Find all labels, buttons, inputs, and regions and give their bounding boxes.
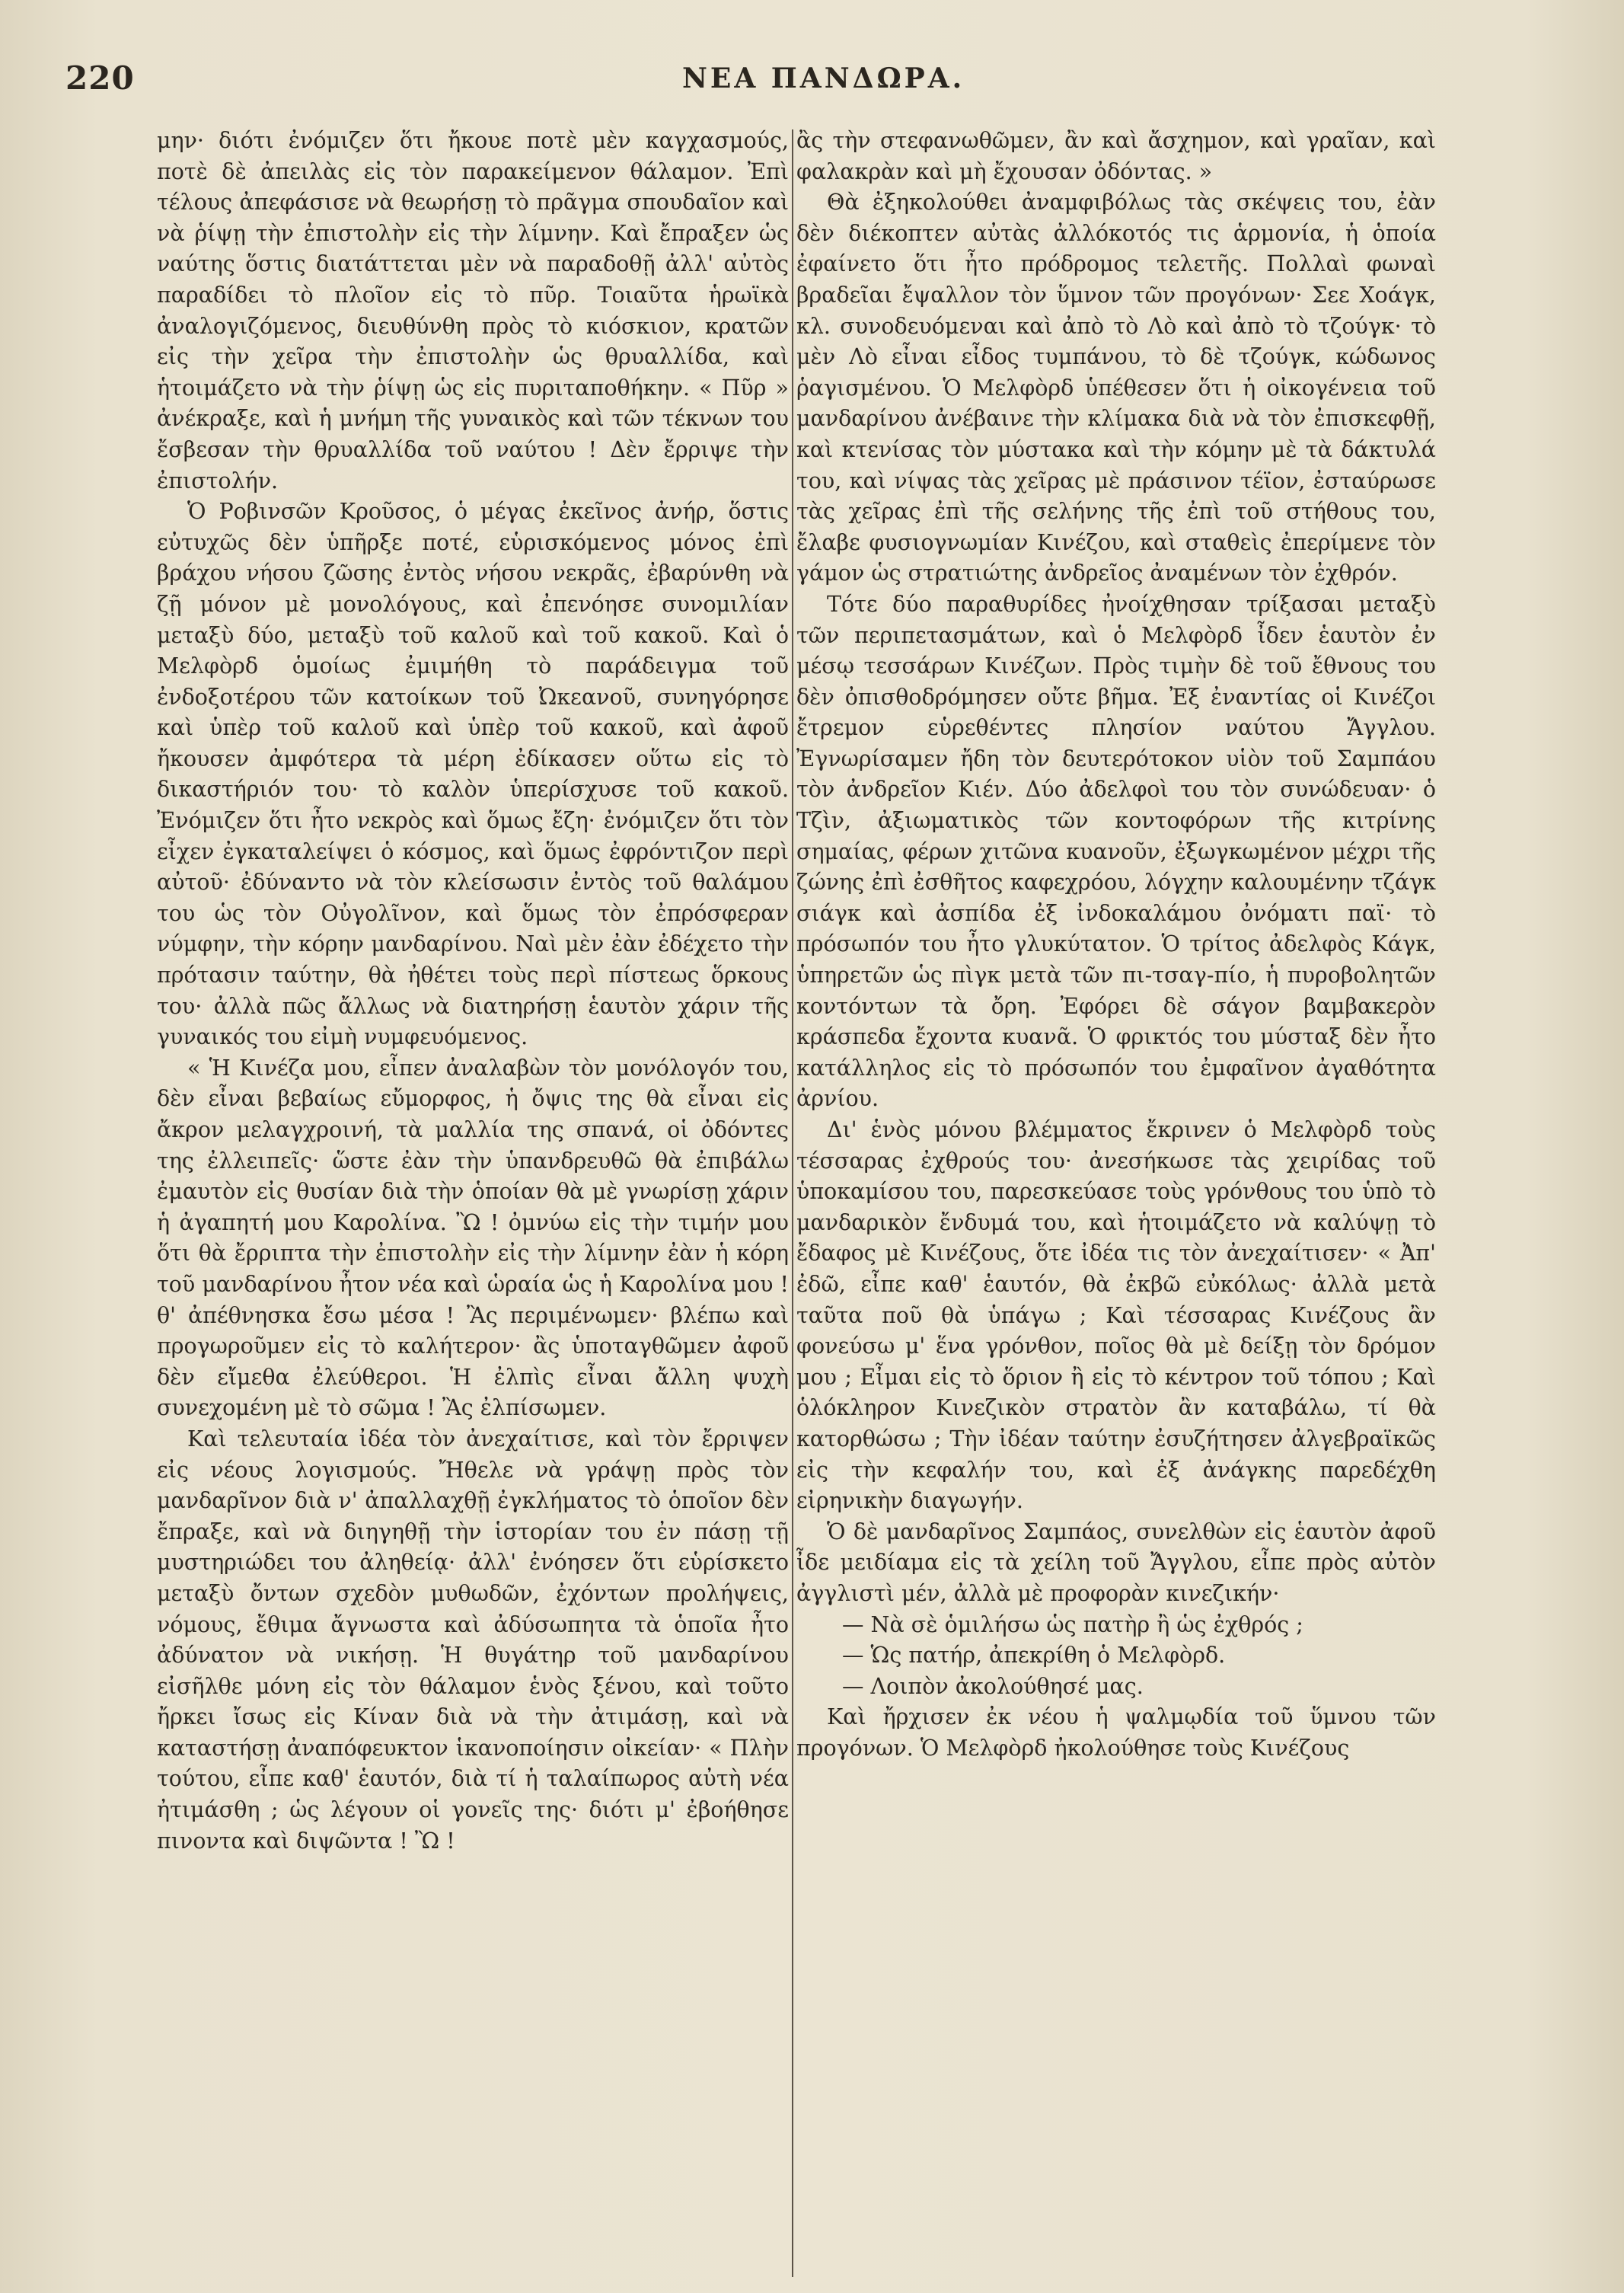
paragraph: Καὶ ἤρχισεν ἐκ νέου ἡ ψαλμῳδία τοῦ ὕμνου τῶν προγόνων. Ὁ Μελφὸρδ ἠκολούθησε τοὺς Κινέζους — [796, 1704, 1436, 1761]
paragraph: Τότε δύο παραθυρίδες ἠνοίχθησαν τρίξασαι μεταξὺ τῶν περιπετασμάτων, καὶ ὁ Μελφὸρδ ἶδεν ἑαυτὸν ἐν μέσῳ τεσσάρων Κινέζων. Πρὸς τιμὴν δὲ τοῦ ἔθνους του δὲν ὀπισθοδρόμησεν οὔτε βῆμα. Ἐξ ἐναντίας οἱ Κινέζοι ἔτρεμον εὑρεθέντες πλησίον ναύτου Ἄγγλου. Ἐγνωρίσαμεν ἤδη τὸν δευτερότοκον υἱὸν τοῦ Σαμπάου τὸν ἀνδρεῖον Κιέν. Δύο ἀδελφοὶ του τὸν συνώδευαν· ὁ Τζὶν, ἀξιωματικὸς τῶν κοντοφόρων τῆς κιτρίνης σημαίας, φέρων χιτῶνα κυανοῦν, ἐξωγκωμένον μέχρι τῆς ζώνης ἐπὶ ἐσθῆτος καφεχρόου, λόγχην καλουμένην τζάγκ σιάγκ καὶ ἀσπίδα ἐξ ἰνδοκαλάμου ὀνόματι παϊ· τὸ πρόσωπόν του ἦτο γλυκύτατον. Ὁ τρίτος ἀδελφὸς Κάγκ, ὑπηρετῶν ὡς πὶγκ μετὰ τῶν πι-τσαγ-πίο, ἡ πυροβολητῶν κοντόντων τὰ ὄρη. Ἐφόρει δὲ σάγον βαμβακερὸν κράσπεδα ἔχοντα κυανᾶ. Ὁ φρικτός του μύσταξ δὲν ἦτο κατάλληλος εἰς τὸ πρόσωπόν του ἐμφαῖνον ἀγαθότητα ἀρνίου. — [796, 591, 1436, 1112]
dialogue-line: — Ὡς πατήρ, ἀπεκρίθη ὁ Μελφὸρδ. — [842, 1643, 1226, 1669]
paragraph: Ὁ δὲ μανδαρῖνος Σαμπάος, συνελθὼν εἰς ἑαυτὸν ἀφοῦ ἶδε μειδίαμα εἰς τὰ χείλη τοῦ Ἄγγλου, εἶπε πρὸς αὐτὸν ἀγγλιστὶ μέν, ἀλλὰ μὲ προφορὰν κινεζικήν· — [796, 1519, 1436, 1606]
paragraph: Ὁ Ροβινσῶν Κροῦσος, ὁ μέγας ἐκεῖνος ἀνήρ, ὅστις εὐτυχῶς δὲν ὑπῆρξε ποτέ, εὑρισκόμενος μόνος ἐπὶ βράχου νήσου ζῶσης ἐντὸς νήσου νεκρᾶς, ἐβαρύνθη νὰ ζῇ μόνον μὲ μονολόγους, καὶ ἐπενόησε συνομιλίαν μεταξὺ δύο, μεταξὺ τοῦ καλοῦ καὶ τοῦ κακοῦ. Καὶ ὁ Μελφὸρδ ὁμοίως ἐμιμήθη τὸ παράδειγμα τοῦ ἐνδοξοτέρου τῶν κατοίκων τοῦ Ὠκεανοῦ, συνηγόρησε καὶ ὑπὲρ τοῦ καλοῦ καὶ ὑπὲρ τοῦ κακοῦ, καὶ ἀφοῦ ἤκουσεν ἀμφότερα τὰ μέρη ἐδίκασεν οὕτω εἰς τὸ δικαστήριόν του· τὸ καλὸν ὑπερίσχυσε τοῦ κακοῦ. Ἐνόμιζεν ὅτι ἦτο νεκρὸς καὶ ὅμως ἔζη· ἐνόμιζεν ὅτι τὸν εἶχεν ἐγκαταλείψει ὁ κόσμος, καὶ ὅμως ἐφρόντιζον περὶ αὐτοῦ· ἐδύναντο νὰ τὸν κλείσωσιν ἐντὸς τοῦ θαλάμου του ὡς τὸν Οὐγολῖνον, καὶ ὅμως τὸν ἐπρόσφεραν νύμφην, τὴν κόρην μανδαρίνου. Ναὶ μὲν ἐὰν ἐδέχετο τὴν πρότασιν ταύτην, θὰ ἠθέτει τοὺς περὶ πίστεως ὅρκους του· ἀλλὰ πῶς ἄλλως νὰ διατηρήσῃ ἑαυτὸν χάριν τῆς γυναικός του εἰμὴ νυμφευόμενος. — [157, 499, 789, 1050]
paragraph: « Ἡ Κινέζα μου, εἶπεν ἀναλαβὼν τὸν μονόλογόν του, δὲν εἶναι βεβαίως εὔμορφος, ἡ ὄψις της θὰ εἶναι εἰς ἄκρον μελαγχροινή, τὰ μαλλία της σπανά, οἱ ὀδόντες της ἐλλειπεῖς· ὥστε ἐὰν τὴν ὑπανδρευθῶ θὰ ἐπιβάλω ἐμαυτὸν εἰς θυσίαν διὰ τὴν ὁποίαν θὰ μὲ γνωρίσῃ χάριν ἡ ἀγαπητή μου Καρολίνα. Ὢ ! ὀμνύω εἰς τὴν τιμήν μου ὅτι θὰ ἔρριπτα τὴν ἐπιστολὴν εἰς τὴν λίμνην ἐὰν ἡ κόρη τοῦ μανδαρίνου ἦτον νέα καὶ ὡραία ὡς ἡ Καρολίνα μου ! θ' ἀπέθνησκα ἔσω μέσα ! Ἂς περιμένωμεν· βλέπω καὶ προγωροῦμεν εἰς τὸ καλήτερον· ἂς ὑποταγθῶμεν ἀφοῦ δὲν εἴμεθα ἐλεύθεροι. Ἡ ἐλπὶς εἶναι ἄλλη ψυχὴ συνεχομένη μὲ τὸ σῶμα ! Ἂς ἐλπίσωμεν. — [157, 1055, 789, 1421]
right-column — [796, 126, 1436, 1764]
dialogue-line: — Λοιπὸν ἀκολούθησέ μας. — [842, 1673, 1144, 1699]
paragraph: μην· διότι ἐνόμιζεν ὅτι ἤκουε ποτὲ μὲν καγχασμούς, ποτὲ δὲ ἀπειλὰς εἰς τὸν παρακείμενον θάλαμον. Ἐπὶ τέλους ἀπεφάσισε νὰ θεωρήσῃ τὸ πρᾶγμα σπουδαῖον καὶ νὰ ῥίψῃ τὴν ἐπιστολὴν εἰς τὴν λίμνην. Καὶ ἔπραξεν ὡς ναύτης ὅστις διατάττεται μὲν νὰ παραδοθῇ ἀλλ' αὐτὸς παραδίδει τὸ πλοῖον εἰς τὸ πῦρ. Τοιαῦτα ἡρωϊκὰ ἀναλογιζόμενος, διευθύνθη πρὸς τὸ κιόσκιον, κρατῶν εἰς τὴν χεῖρα τὴν ἐπιστολὴν ὡς θρυαλλίδα, καὶ ἡτοιμάζετο νὰ τὴν ῥίψῃ ὡς εἰς πυριταποθήκην. « Πῦρ » ἀνέκραξε, καὶ ἡ μνήμη τῆς γυναικὸς καὶ τῶν τέκνων του ἔσβεσαν τὴν θρυαλλίδα τοῦ ναύτου ! Δὲν ἔρριψε τὴν ἐπιστολήν. — [157, 128, 789, 493]
paragraph: ἂς τὴν στεφανωθῶμεν, ἂν καὶ ἄσχημον, καὶ γραῖαν, καὶ φαλακρὰν καὶ μὴ ἔχουσαν ὀδόντας. » — [796, 128, 1436, 184]
paragraph: Δι' ἑνὸς μόνου βλέμματος ἔκρινεν ὁ Μελφὸρδ τοὺς τέσσαρας ἐχθρούς του· ἀνεσήκωσε τὰς χειρίδας τοῦ ὑποκαμίσου του, παρεσκεύασε τοὺς γρόνθους του ὑπὸ τὸ μανδαρικὸν ἔνδυμά του, καὶ ἡτοιμάζετο νὰ καλύψῃ τὸ ἔδαφος μὲ Κινέζους, ὅτε ἰδέα τις τὸν ἀνεχαίτισεν· « Ἀπ' ἐδῶ, εἶπε καθ' ἑαυτόν, θὰ ἐκβῶ εὐκόλως· ἀλλὰ μετὰ ταῦτα ποῦ θὰ ὑπάγω ; Καὶ τέσσαρας Κινέζους ἂν φονεύσω μ' ἕνα γρόνθον, ποῖος θὰ μὲ δείξῃ τὸν δρόμον μου ; Εἶμαι εἰς τὸ ὅριον ἢ εἰς τὸ κέντρον τοῦ τόπου ; Καὶ ὁλόκληρον Κινεζικὸν στρατὸν ἂν καταβάλω, τί θὰ κατορθώσω ; Τὴν ἰδέαν ταύτην ἐσυζήτησεν ἀλγεβραϊκῶς εἰς τὴν κεφαλήν του, καὶ ἐξ ἀνάγκης παρεδέχθη εἰρηνικὴν διαγωγήν. — [796, 1117, 1436, 1514]
left-column — [157, 126, 789, 1857]
paragraph: Θὰ ἐξηκολούθει ἀναμφιβόλως τὰς σκέψεις του, ἐὰν δὲν διέκοπτεν αὐτὰς ἀλλόκοτός τις ἁρμονία, ἡ ὁποία ἐφαίνετο ὅτι ἦτο πρόδρομος τελετῆς. Πολλαὶ φωναὶ βραδεῖαι ἔψαλλον τὸν ὕμνον τῶν προγόνων· Σεε Χοάγκ, κλ. συνοδευόμεναι καὶ ἀπὸ τὸ Λὸ καὶ ἀπὸ τὸ τζούγκ· τὸ μὲν Λὸ εἶναι εἶδος τυμπάνου, τὸ δὲ τζούγκ, κώδωνος ῥαγισμένου. Ὁ Μελφὸρδ ὑπέθεσεν ὅτι ἡ οἰκογένεια τοῦ μανδαρίνου ἀνέβαινε τὴν κλίμακα διὰ νὰ τὸν ἐπισκεφθῇ, καὶ κτενίσας τὸν μύστακα καὶ τὴν κόμην μὲ τὰ δάκτυλά του, καὶ νίψας τὰς χεῖρας μὲ πράσινον τέϊον, ἐσταύρωσε τὰς χεῖρας ἐπὶ τῆς σελήνης τῆς ἐπὶ τοῦ στήθους του, ἔλαβε φυσιογνωμίαν Κινέζου, καὶ σταθεὶς ἐπερίμενε τὸν γάμον ὡς στρατιώτης ἀνδρεῖος ἀναμένων τὸν ἐχθρόν. — [796, 190, 1436, 586]
paragraph: Καὶ τελευταία ἰδέα τὸν ἀνεχαίτισε, καὶ τὸν ἔρριψεν εἰς νέους λογισμούς. Ἤθελε νὰ γράψῃ πρὸς τὸν μανδαρῖνον διὰ ν' ἀπαλλαχθῇ ἐγκλήματος τὸ ὁποῖον δὲν ἔπραξε, καὶ νὰ διηγηθῇ τὴν ἱστορίαν του ἐν πάσῃ τῇ μυστηριώδει του ἀληθείᾳ· ἀλλ' ἐνόησεν ὅτι εὑρίσκετο μεταξὺ ὄντων σχεδὸν μυθωδῶν, ἐχόντων προλήψεις, νόμους, ἔθιμα ἄγνωστα καὶ ἀδύσωπητα τὰ ὁποῖα ἦτο ἀδύνατον νὰ νικήσῃ. Ἡ θυγάτηρ τοῦ μανδαρίνου εἰσῆλθε μόνη εἰς τὸν θάλαμον ἑνὸς ξένου, καὶ τοῦτο ἤρκει ἴσως εἰς Κίναν διὰ νὰ τὴν ἀτιμάσῃ, καὶ νὰ καταστήσῃ ἀναπόφευκτον ἱκανοποίησιν οἰκείαν· « Πλὴν τούτου, εἶπε καθ' ἑαυτόν, διὰ τί ἡ ταλαίπωρος αὐτὴ νέα ἠτιμάσθη ; ὡς λέγουν οἱ γονεῖς της· διότι μ' ἐβοήθησε πινοντα καὶ διψῶντα ! Ὢ ! — [157, 1426, 789, 1854]
column-divider — [792, 129, 793, 2277]
page-number: 220 — [65, 59, 135, 97]
page-header — [65, 59, 1581, 105]
running-head: ΝΕΑ ΠΑΝΔΩΡΑ. — [682, 62, 965, 94]
dialogue-line: — Νὰ σὲ ὁμιλήσω ὡς πατὴρ ἢ ὡς ἐχθρός ; — [842, 1611, 1303, 1637]
